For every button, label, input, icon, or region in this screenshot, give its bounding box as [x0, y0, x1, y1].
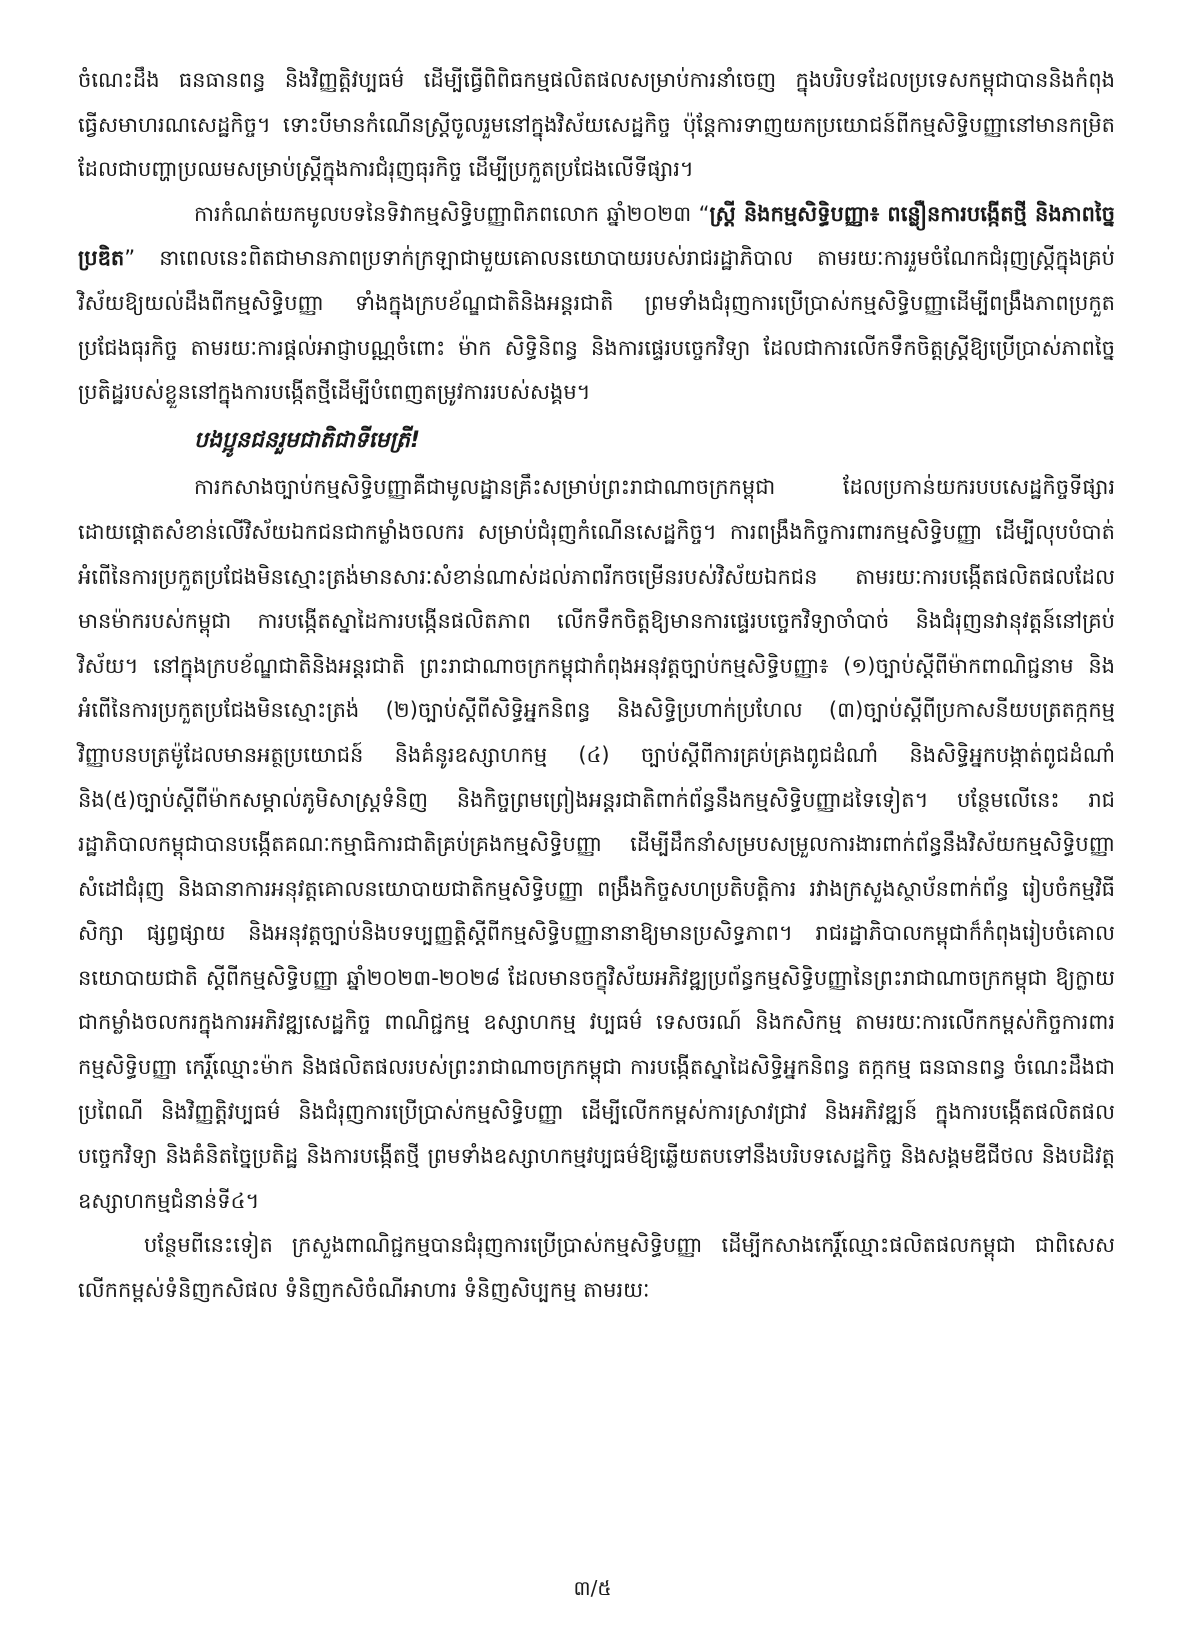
section-greeting-heading: បងប្អូនជនរួមជាតិជាទីមេត្រី!: [194, 427, 421, 453]
page-number: ៣/៥: [573, 1576, 612, 1600]
paragraph-rest-text: ” នាពេលនេះពិតជាមានភាពប្រទាក់ក្រឡាជាមួយគោលនយោបាយរបស់រាជរដ្ឋាភិបាល តាមរយៈការរួមចំណែកជំរុញស្ត្រីក្នុងគ្រប់វិស័យឱ្យយល់ដឹងពីកម្មសិទ្ធិបញ្ញា ទាំងក្នុងក្របខ័ណ្ឌជាតិនិងអន្តរជាតិ ព្រមទាំងជំរុញការប្រើប្រាស់កម្មសិទ្ធិបញ្ញាដើម្បីពង្រឹងភាពប្រកួតប្រជែងធុរកិច្ច តាមរយៈការផ្តល់អាជ្ញាបណ្ណចំពោះ ម៉ាក សិទ្ធិនិពន្ធ និងការផ្ទេរបច្ចេកវិទ្យា ដែលជាការលើកទឹកចិត្តស្ត្រីឱ្យប្រើប្រាស់ភាពច្នៃប្រតិដ្ឋរបស់ខ្លួននៅក្នុងការបង្កើតថ្មីដើម្បីបំពេញតម្រូវការរបស់សង្គម។: [78, 246, 1115, 405]
paragraph-ip-law-framework: ការកសាងច្បាប់កម្មសិទ្ធិបញ្ញាគឺជាមូលដ្ឋានគ្រឹះសម្រាប់ព្រះរាជាណាចក្រកម្ពុជា ដែលប្រកាន់យករបបសេដ្ឋកិច្ចទីផ្សារ ដោយផ្តោតសំខាន់លើវិស័យឯកជនជាកម្លាំងចលករ សម្រាប់ជំរុញកំណើនសេដ្ឋកិច្ច។ ការពង្រឹងកិច្ចការពារកម្មសិទ្ធិបញ្ញា ដើម្បីលុបបំបាត់អំពើនៃការប្រកួតប្រជែងមិនស្មោះត្រង់មានសារៈសំខាន់ណាស់ដល់ភាពរីកចម្រើនរបស់វិស័យឯកជន តាមរយៈការបង្កើតផលិតផលដែលមានម៉ាករបស់កម្ពុជា ការបង្កើតស្នាដៃការបង្កើនផលិតភាព លើកទឹកចិត្តឱ្យមានការផ្ទេរបច្ចេកវិទ្យាចាំបាច់ និងជំរុញនវានុវត្តន៍នៅគ្រប់វិស័យ។ នៅក្នុងក្របខ័ណ្ឌជាតិនិងអន្តរជាតិ ព្រះរាជាណាចក្រកម្ពុជាកំពុងអនុវត្តច្បាប់កម្មសិទ្ធិបញ្ញា៖ (១)ច្បាប់ស្តីពីម៉ាកពាណិជ្ជនាម និងអំពើនៃការប្រកួតប្រជែងមិនស្មោះត្រង់ (២)ច្បាប់ស្តីពីសិទ្ធិអ្នកនិពន្ធ និងសិទ្ធិប្រហាក់ប្រហែល (៣)ច្បាប់ស្តីពីប្រកាសនីយបត្រតក្កកម្ម វិញ្ញាបនបត្រម៉ូដែលមានអត្ថប្រយោជន៍ និងគំនូរឧស្សាហកម្ម (៤) ច្បាប់ស្តីពីការគ្រប់គ្រងពូជដំណាំ និងសិទ្ធិអ្នកបង្កាត់ពូជដំណាំ និង(៥)ច្បាប់ស្តីពីម៉ាកសម្គាល់ភូមិសាស្ត្រទំនិញ និងកិច្ចព្រមព្រៀងអន្តរជាតិពាក់ព័ន្ធនឹងកម្មសិទ្ធិបញ្ញាដទៃទៀត។ បន្ថែមលើនេះ រាជរដ្ឋាភិបាលកម្ពុជាបានបង្កើតគណៈកម្មាធិការជាតិគ្រប់គ្រងកម្មសិទ្ធិបញ្ញា ដើម្បីដឹកនាំសម្របសម្រួលការងារពាក់ព័ន្ធនឹងវិស័យកម្មសិទ្ធិបញ្ញាសំដៅជំរុញ និងធានាការអនុវត្តគោលនយោបាយជាតិកម្មសិទ្ធិបញ្ញា ពង្រឹងកិច្ចសហប្រតិបត្តិការ រវាងក្រសួងស្ថាប័នពាក់ព័ន្ធ រៀបចំកម្មវិធីសិក្សា ផ្សព្វផ្សាយ និងអនុវត្តច្បាប់និងបទប្បញ្ញត្តិស្តីពីកម្មសិទ្ធិបញ្ញានានាឱ្យមានប្រសិទ្ធភាព។ រាជរដ្ឋាភិបាលកម្ពុជាក៏កំពុងរៀបចំគោលនយោបាយជាតិ ស្តីពីកម្មសិទ្ធិបញ្ញា ឆ្នាំ២០២៣-២០២៨ ដែលមានចក្ខុវិស័យអភិវឌ្ឍប្រព័ន្ធកម្មសិទ្ធិបញ្ញានៃព្រះរាជាណាចក្រកម្ពុជា ឱ្យក្លាយជាកម្លាំងចលករក្នុងការអភិវឌ្ឍសេដ្ឋកិច្ច ពាណិជ្ជកម្ម ឧស្សាហកម្ម វប្បធម៌ ទេសចរណ៍ និងកសិកម្ម តាមរយៈការលើកកម្ពស់កិច្ចការពារកម្មសិទ្ធិបញ្ញា កេរ្តិ៍ឈ្មោះម៉ាក និងផលិតផលរបស់ព្រះរាជាណាចក្រកម្ពុជា ការបង្កើតស្នាដៃសិទ្ធិអ្នកនិពន្ធ តក្កកម្ម ធនធានពន្ធ ចំណេះដឹងជាប្រពៃណី និងវិញ្ញត្តិវប្បធម៌ និងជំរុញការប្រើប្រាស់កម្មសិទ្ធិបញ្ញា ដើម្បីលើកកម្ពស់ការស្រាវជ្រាវ និងអភិវឌ្ឍន៍ ក្នុងការបង្កើតផលិតផលបច្ចេកវិទ្យា និងគំនិតច្នៃប្រតិដ្ឋ និងការបង្កើតថ្មី ព្រមទាំងឧស្សាហកម្មវប្បធម៌ឱ្យឆ្លើយតបទៅនឹងបរិបទសេដ្ឋកិច្ច និងសង្គមឌីជីថល និងបដិវត្តឧស្សាហកម្មជំនាន់ទី៤។: [78, 475, 1115, 1213]
paragraph-ministry-commerce: បន្ថែមពីនេះទៀត ក្រសួងពាណិជ្ជកម្មបានជំរុញការប្រើប្រាស់កម្មសិទ្ធិបញ្ញា ដើម្បីកសាងកេរ្តិ៍ឈ្មោះផលិតផលកម្ពុជា ជាពិសេសលើកកម្ពស់ទំនិញកសិផល ទំនិញកសិចំណីអាហារ ទំនិញសិប្បកម្ម តាមរយៈ: [78, 1233, 1115, 1303]
paragraph-lead-text: ការកំណត់យកមូលបទនៃទិវាកម្មសិទ្ធិបញ្ញាពិភពលោក ឆ្នាំ២០២៣ “: [194, 201, 710, 226]
paragraph-continuation: ចំណេះដឹង ធនធានពន្ធ និងវិញ្ញត្តិវប្បធម៌ ដើម្បីធ្វើពិពិធកម្មផលិតផលសម្រាប់ការនាំចេញ ក្នុងបរិបទដែលប្រទេសកម្ពុជាបាននិងកំពុងធ្វើសមាហរណសេដ្ឋកិច្ច។ ទោះបីមានកំណើនស្ត្រីចូលរួមនៅក្នុងវិស័យសេដ្ឋកិច្ច ប៉ុន្តែការទាញយកប្រយោជន៍ពីកម្មសិទ្ធិបញ្ញានៅមានកម្រិត ដែលជាបញ្ហាប្រឈមសម្រាប់ស្ត្រីក្នុងការជំរុញធុរកិច្ច ដើម្បីប្រកួតប្រជែងលើទីផ្សារ។: [78, 68, 1115, 182]
paragraph-world-ip-day-theme: [78, 192, 1115, 415]
theme-title: ស្ត្រី និងកម្មសិទ្ធិបញ្ញា៖ ពន្លឿនការបង្កើតថ្មី និងភាពច្នៃប្រឌិត: [78, 201, 1115, 271]
